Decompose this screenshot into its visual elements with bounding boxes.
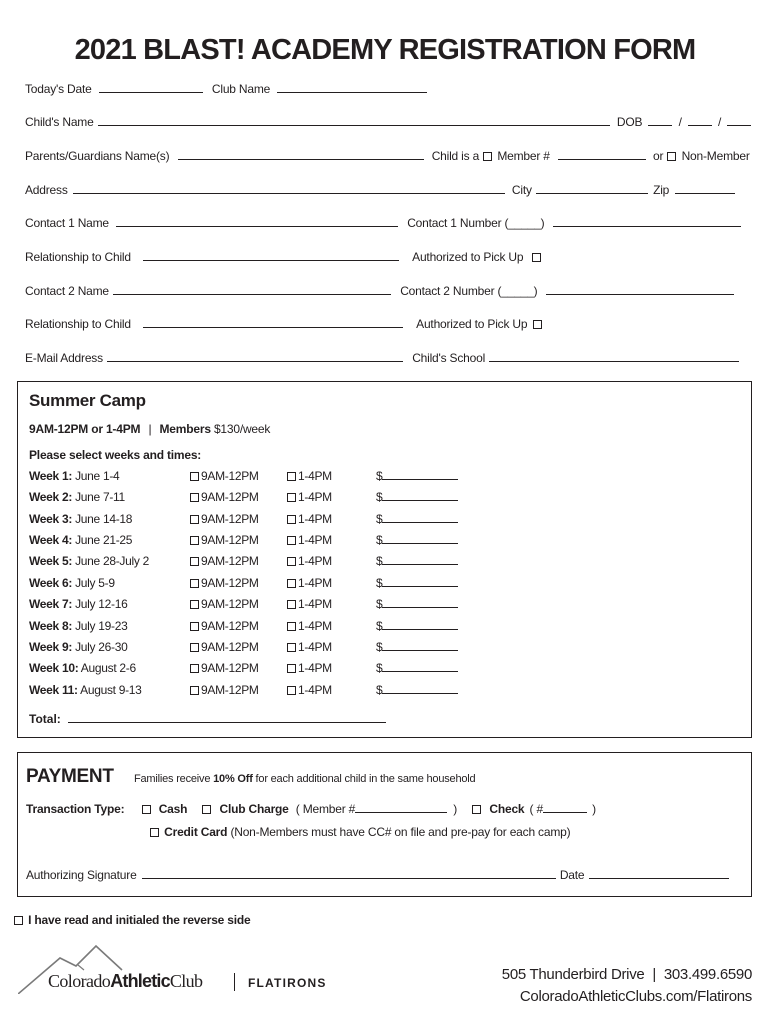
non-member-checkbox[interactable]	[667, 152, 676, 161]
week-label: Week 8:	[29, 619, 73, 633]
pm-checkbox[interactable]	[287, 515, 296, 524]
date-label: Date	[559, 868, 585, 882]
week-row	[29, 512, 469, 530]
non-member-label: Non-Member	[681, 149, 750, 163]
pm-label: 1-4PM	[298, 619, 332, 633]
dob-sep-2: /	[717, 115, 722, 129]
authorized1-checkbox[interactable]	[532, 253, 541, 262]
reverse-side-row	[13, 913, 251, 927]
am-label: 9AM-12PM	[201, 619, 259, 633]
amount-field[interactable]	[382, 619, 458, 630]
week-row	[29, 490, 469, 508]
pm-checkbox[interactable]	[287, 686, 296, 695]
week-label: Week 5:	[29, 554, 73, 568]
logo-colorado: Colorado	[48, 971, 111, 991]
row-relationship2	[25, 317, 745, 331]
week-label: Week 2:	[29, 490, 73, 504]
logo-wordmark	[48, 971, 202, 992]
week-label: Week 11:	[29, 683, 78, 697]
cash-label: Cash	[158, 802, 188, 816]
am-label: 9AM-12PM	[201, 683, 259, 697]
dollar-sign: $	[376, 469, 383, 483]
week-label: Week 10:	[29, 661, 79, 675]
parents-label: Parents/Guardians Name(s)	[25, 149, 170, 163]
pm-checkbox[interactable]	[287, 600, 296, 609]
pm-label: 1-4PM	[298, 533, 332, 547]
amount-field[interactable]	[382, 469, 458, 480]
authorized2-label: Authorized to Pick Up	[416, 317, 528, 331]
pm-checkbox[interactable]	[287, 643, 296, 652]
week-label: Week 3:	[29, 512, 73, 526]
week-row	[29, 533, 469, 551]
school-label: Child's School	[412, 351, 486, 365]
club-website: ColoradoAthleticClubs.com/Flatirons	[519, 988, 752, 1005]
dob-sep-1: /	[678, 115, 682, 129]
week-label: Week 9:	[29, 640, 73, 654]
pm-label: 1-4PM	[298, 554, 332, 568]
am-checkbox[interactable]	[190, 557, 199, 566]
amount-field[interactable]	[382, 512, 458, 523]
colorado-athletic-club-logo	[18, 944, 348, 1000]
city-label: City	[511, 183, 532, 197]
member-checkbox[interactable]	[483, 152, 492, 161]
dollar-sign: $	[376, 661, 383, 675]
week-dates: July 12-16	[75, 597, 128, 611]
am-checkbox[interactable]	[190, 643, 199, 652]
pm-checkbox[interactable]	[287, 622, 296, 631]
logo-location: FLATIRONS	[248, 976, 327, 990]
am-label: 9AM-12PM	[201, 576, 259, 590]
check-open: ( #	[529, 802, 543, 816]
authorized1-label: Authorized to Pick Up	[412, 250, 524, 264]
am-checkbox[interactable]	[190, 493, 199, 502]
amount-field[interactable]	[382, 640, 458, 651]
pm-checkbox[interactable]	[287, 579, 296, 588]
credit-card-note: (Non-Members must have CC# on file and pre-pay for each camp)	[230, 825, 571, 839]
amount-field[interactable]	[382, 683, 458, 694]
member-num-label: Member #	[497, 149, 550, 163]
dollar-sign: $	[376, 683, 383, 697]
week-label: Week 7:	[29, 597, 73, 611]
dollar-sign: $	[376, 512, 383, 526]
address-label: Address	[25, 183, 68, 197]
club-address-block	[502, 964, 752, 1008]
am-checkbox[interactable]	[190, 515, 199, 524]
check-label: Check	[489, 802, 525, 816]
week-row	[29, 597, 469, 615]
logo-athletic: Athletic	[110, 971, 170, 991]
dollar-sign: $	[376, 554, 383, 568]
row-contact2	[25, 284, 745, 298]
am-label: 9AM-12PM	[201, 512, 259, 526]
pm-label: 1-4PM	[298, 490, 332, 504]
parents-field[interactable]	[178, 149, 424, 160]
pm-checkbox[interactable]	[287, 493, 296, 502]
amount-field[interactable]	[382, 533, 458, 544]
date-field[interactable]	[589, 868, 729, 879]
club-name-label: Club Name	[211, 82, 271, 96]
am-checkbox[interactable]	[190, 600, 199, 609]
week-label: Week 6:	[29, 576, 73, 590]
dollar-sign: $	[376, 533, 383, 547]
credit-card-row	[149, 825, 570, 839]
contact2-number-field[interactable]	[546, 284, 734, 295]
todays-date-field[interactable]	[99, 82, 203, 93]
contact1-number-label: Contact 1 Number (_____)	[407, 216, 545, 230]
dollar-sign: $	[376, 640, 383, 654]
signature-row	[26, 868, 742, 882]
dob-month-field[interactable]	[648, 115, 672, 126]
charge-member-field[interactable]	[355, 802, 447, 813]
row-relationship1	[25, 250, 745, 264]
pm-label: 1-4PM	[298, 640, 332, 654]
club-name-field[interactable]	[277, 82, 427, 93]
week-row	[29, 619, 469, 637]
week-row	[29, 683, 469, 701]
am-label: 9AM-12PM	[201, 661, 259, 675]
amount-field[interactable]	[382, 576, 458, 587]
am-checkbox[interactable]	[190, 664, 199, 673]
childs-name-field[interactable]	[98, 115, 610, 126]
contact1-number-field[interactable]	[553, 216, 741, 227]
todays-date-label: Today's Date	[25, 82, 92, 96]
relationship2-field[interactable]	[143, 317, 403, 328]
pm-label: 1-4PM	[298, 661, 332, 675]
payment-note	[134, 773, 475, 785]
row-contact1	[25, 216, 745, 230]
pm-checkbox[interactable]	[287, 664, 296, 673]
week-dates: July 26-30	[75, 640, 128, 654]
week-dates: June 14-18	[75, 512, 133, 526]
am-checkbox[interactable]	[190, 579, 199, 588]
email-label: E-Mail Address	[25, 351, 103, 365]
amount-field[interactable]	[382, 661, 458, 672]
check-close: )	[592, 802, 596, 816]
amount-field[interactable]	[382, 554, 458, 565]
payment-note-prefix: Families receive	[134, 773, 211, 785]
am-label: 9AM-12PM	[201, 490, 259, 504]
club-charge-checkbox[interactable]	[202, 805, 211, 814]
pm-label: 1-4PM	[298, 512, 332, 526]
camp-members-label: Members	[159, 422, 211, 436]
logo-divider	[234, 973, 235, 991]
credit-card-label: Credit Card	[164, 825, 228, 839]
am-checkbox[interactable]	[190, 686, 199, 695]
address-separator: |	[652, 966, 656, 983]
contact2-name-label: Contact 2 Name	[25, 284, 109, 298]
am-label: 9AM-12PM	[201, 554, 259, 568]
credit-card-checkbox[interactable]	[150, 828, 159, 837]
payment-note-discount: 10% Off	[213, 773, 253, 785]
am-label: 9AM-12PM	[201, 533, 259, 547]
club-phone: 303.499.6590	[663, 966, 752, 983]
am-label: 9AM-12PM	[201, 469, 259, 483]
week-row	[29, 554, 469, 572]
relationship1-field[interactable]	[143, 250, 399, 261]
signature-label: Authorizing Signature	[26, 868, 137, 882]
week-dates: June 28-July 2	[75, 554, 149, 568]
transaction-row	[26, 802, 596, 816]
row-address	[25, 183, 745, 197]
logo-club: Club	[169, 971, 203, 991]
payment-title: PAYMENT	[26, 766, 114, 787]
school-field[interactable]	[489, 351, 739, 362]
am-label: 9AM-12PM	[201, 640, 259, 654]
amount-field[interactable]	[382, 597, 458, 608]
pm-label: 1-4PM	[298, 469, 332, 483]
club-address: 505 Thunderbird Drive	[501, 966, 645, 983]
member-num-field[interactable]	[558, 149, 646, 160]
pm-label: 1-4PM	[298, 683, 332, 697]
camp-times	[29, 422, 270, 436]
week-dates: June 7-11	[75, 490, 125, 504]
total-field[interactable]	[68, 712, 386, 723]
zip-field[interactable]	[675, 183, 735, 194]
dob-label: DOB	[616, 115, 643, 129]
week-row	[29, 469, 469, 487]
week-label: Week 1:	[29, 469, 73, 483]
summer-camp-title: Summer Camp	[29, 391, 146, 410]
contact2-number-label: Contact 2 Number (_____)	[400, 284, 538, 298]
dob-year-field[interactable]	[727, 115, 751, 126]
pm-checkbox[interactable]	[287, 536, 296, 545]
am-checkbox[interactable]	[190, 536, 199, 545]
contact2-name-field[interactable]	[113, 284, 391, 295]
city-field[interactable]	[536, 183, 648, 194]
check-number-field[interactable]	[543, 802, 587, 813]
camp-members-price: $130/week	[213, 422, 271, 436]
relationship1-label: Relationship to Child	[25, 250, 131, 264]
week-dates: June 1-4	[75, 469, 120, 483]
week-row	[29, 640, 469, 658]
camp-times-sep: |	[148, 422, 152, 436]
contact1-name-label: Contact 1 Name	[25, 216, 109, 230]
reverse-side-label: I have read and initialed the reverse side	[28, 913, 251, 927]
am-checkbox[interactable]	[190, 622, 199, 631]
row-parents	[25, 149, 750, 163]
member-open: ( Member #	[295, 802, 356, 816]
club-charge-label: Club Charge	[219, 802, 289, 816]
am-label: 9AM-12PM	[201, 597, 259, 611]
contact1-name-field[interactable]	[116, 216, 398, 227]
cash-checkbox[interactable]	[142, 805, 151, 814]
week-row	[29, 576, 469, 594]
pm-checkbox[interactable]	[287, 472, 296, 481]
check-checkbox[interactable]	[472, 805, 481, 814]
amount-field[interactable]	[382, 490, 458, 501]
week-dates: August 2-6	[80, 661, 136, 675]
or-label: or	[653, 149, 664, 163]
child-is-a-label: Child is a	[431, 149, 480, 163]
row-date-club	[25, 82, 745, 96]
row-child-dob	[25, 115, 745, 129]
week-row	[29, 661, 469, 679]
email-field[interactable]	[107, 351, 403, 362]
dollar-sign: $	[376, 619, 383, 633]
dollar-sign: $	[376, 597, 383, 611]
form-title: 2021 BLAST! ACADEMY REGISTRATION FORM	[74, 34, 696, 66]
address-field[interactable]	[73, 183, 505, 194]
camp-times-label: 9AM-12PM or 1-4PM	[29, 422, 141, 436]
row-email-school	[25, 351, 745, 365]
payment-note-suffix: for each additional child in the same household	[255, 773, 476, 785]
transaction-label: Transaction Type:	[26, 802, 125, 816]
total-label: Total:	[29, 712, 61, 726]
relationship2-label: Relationship to Child	[25, 317, 131, 331]
dollar-sign: $	[376, 576, 383, 590]
am-checkbox[interactable]	[190, 472, 199, 481]
authorized2-checkbox[interactable]	[533, 320, 542, 329]
week-label: Week 4:	[29, 533, 73, 547]
select-weeks-prompt: Please select weeks and times:	[29, 448, 202, 462]
week-dates: August 9-13	[80, 683, 142, 697]
zip-label: Zip	[653, 183, 670, 197]
week-dates: July 19-23	[75, 619, 128, 633]
week-dates: July 5-9	[75, 576, 115, 590]
pm-checkbox[interactable]	[287, 557, 296, 566]
total-row	[29, 712, 386, 726]
dollar-sign: $	[376, 490, 383, 504]
reverse-side-checkbox[interactable]	[14, 916, 23, 925]
member-close: )	[453, 802, 458, 816]
signature-field[interactable]	[142, 868, 556, 879]
pm-label: 1-4PM	[298, 576, 332, 590]
pm-label: 1-4PM	[298, 597, 332, 611]
address-phone-line	[502, 964, 752, 986]
childs-name-label: Child's Name	[25, 115, 94, 129]
week-dates: June 21-25	[75, 533, 133, 547]
dob-day-field[interactable]	[688, 115, 712, 126]
